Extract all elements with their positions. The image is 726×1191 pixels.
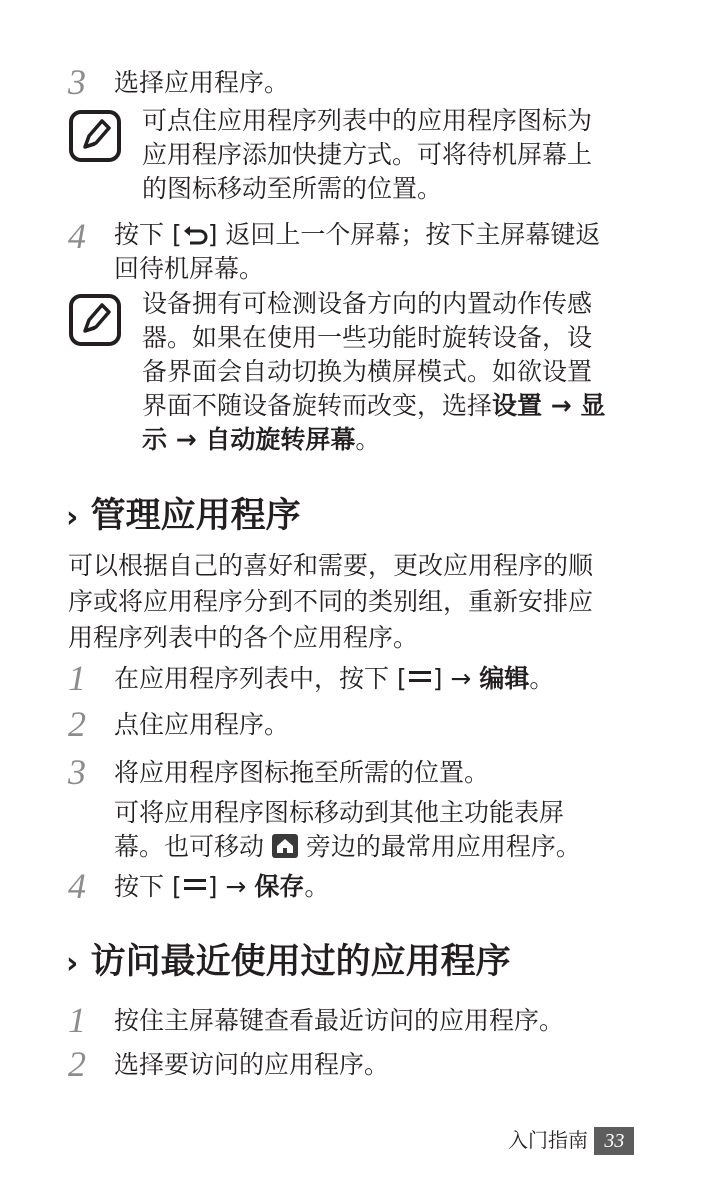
step-text-arrow: ] → [432,664,480,693]
section-heading [66,940,511,986]
paragraph-line: 可以根据自己的喜好和需要，更改应用程序的顺 [68,551,594,580]
menu-option: 编辑 [479,664,530,693]
step-number: 3 [68,62,86,102]
note-line: 的图标移动至所需的位置。 [142,174,443,203]
note-line: 备界面会自动切换为横屏模式。如欲设置 [142,357,593,386]
note-text [142,287,605,457]
section-title: 访问最近使用过的应用程序 [90,942,511,982]
menu-key-icon [182,875,208,895]
step-text-end: 。 [529,664,555,693]
step-number: 4 [68,866,86,906]
note-line: 器。如果在使用一些功能时旋转设备，设 [142,323,593,352]
menu-key-icon [407,667,433,687]
step-number: 1 [68,658,86,698]
step-text-end: 。 [304,872,330,901]
note-pencil-icon [68,293,122,347]
chevron-right-icon: › [66,946,79,981]
paragraph-line: 用程序列表中的各个应用程序。 [68,623,419,652]
step-number: 4 [68,216,86,256]
menu-path: 示 → 自动旋转屏幕 [142,425,356,454]
subtext-line [114,830,581,864]
step-number: 3 [68,752,86,792]
step-number: 2 [68,704,86,744]
menu-option: 保存 [254,872,305,901]
step-line-suffix: ] 返回上一个屏幕；按下主屏幕键返 [207,220,601,249]
home-icon [272,834,298,858]
step-number: 2 [68,1044,86,1084]
page-footer [508,1126,634,1155]
step-text [114,870,329,904]
note-line-text: 。 [355,425,381,454]
step-text [114,662,554,696]
step-subtext [114,796,581,864]
footer-section: 入门指南 [508,1128,588,1152]
step-text [114,218,600,286]
step-text-prefix: 在应用程序列表中，按下 [ [114,664,407,693]
step-text-arrow: ] → [207,872,255,901]
intro-paragraph [68,548,593,656]
note-line: 可点住应用程序列表中的应用程序图标为 [142,106,593,135]
paragraph-line: 序或将应用程序分到不同的类别组，重新安排应 [68,587,594,616]
note-line [142,423,605,457]
step-text: 选择要访问的应用程序。 [114,1050,390,1079]
step-text: 将应用程序图标拖至所需的位置。 [114,758,490,787]
step-text: 按住主屏幕键查看最近访问的应用程序。 [114,1006,565,1035]
back-key-icon [182,225,208,245]
note-line-text: 界面不随设备旋转而改变，选择 [142,391,493,420]
step-number: 1 [68,1000,86,1040]
step-text: 点住应用程序。 [114,710,290,739]
step-line: 回待机屏幕。 [114,254,265,283]
subtext-suffix: 旁边的最常用应用程序。 [297,832,581,861]
note-line [142,389,605,423]
page-number: 33 [594,1127,634,1155]
chevron-right-icon: › [66,500,79,535]
note-pencil-icon [68,109,122,163]
step-text-prefix: 按下 [ [114,872,182,901]
step-line [114,218,600,252]
note-line: 应用程序添加快捷方式。可将待机屏幕上 [142,140,593,169]
step-line-prefix: 按下 [ [114,220,182,249]
subtext-line: 可将应用程序图标移动到其他主功能表屏 [114,798,565,827]
note-text [142,104,592,206]
note-line: 设备拥有可检测设备方向的内置动作传感 [142,289,593,318]
section-title: 管理应用程序 [90,496,301,536]
section-heading [66,494,301,540]
step-text: 选择应用程序。 [114,68,290,97]
subtext-prefix: 幕。也可移动 [114,832,272,861]
menu-path: 设置 → 显 [492,391,606,420]
